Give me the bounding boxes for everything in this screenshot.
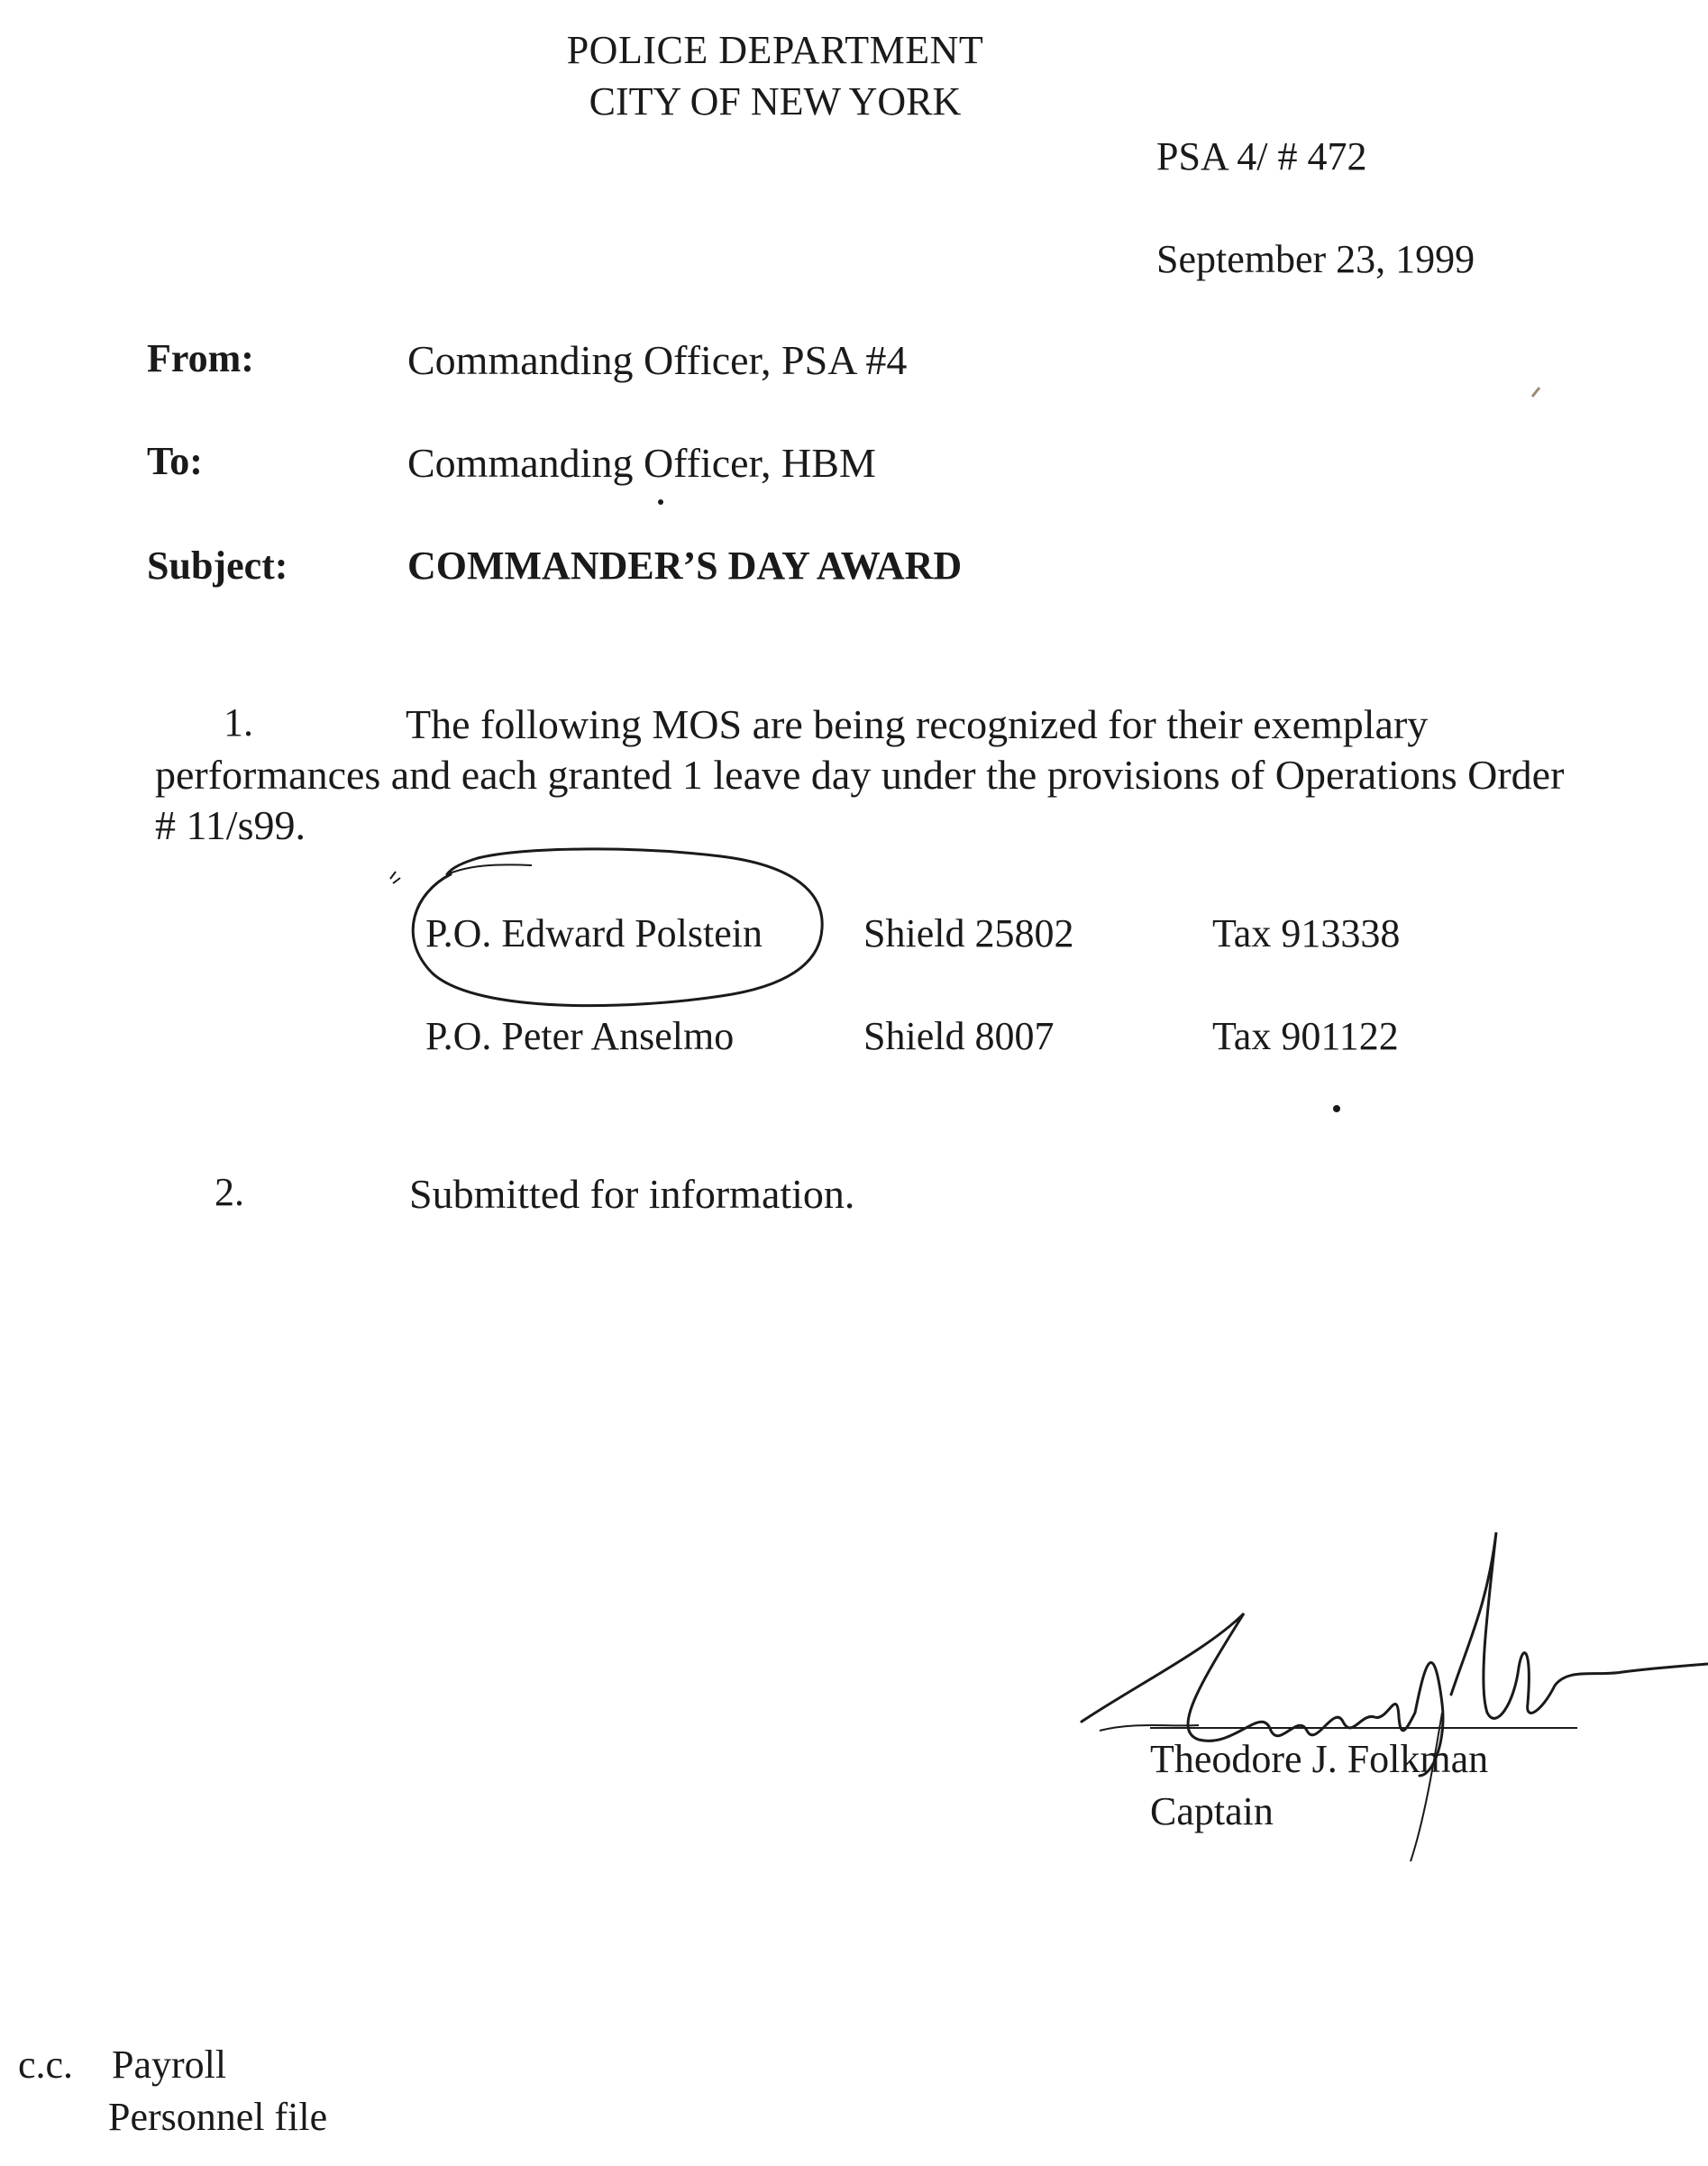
mos-tax: Tax 901122 [1212,1014,1399,1058]
paragraph-1-number: 1. [224,700,253,745]
mos-shield: Shield 25802 [863,911,1074,955]
signer-title: Captain [1150,1789,1274,1833]
signature-line [1150,1727,1577,1729]
reference-number: PSA 4/ # 472 [1156,134,1367,178]
from-label: From: [147,336,254,380]
city-heading: CITY OF NEW YORK [589,79,962,123]
from-value: Commanding Officer, PSA #4 [407,337,908,383]
mos-tax: Tax 913338 [1212,911,1401,955]
to-value: Commanding Officer, HBM [407,440,876,486]
subject-label: Subject: [147,544,288,588]
mos-name: P.O. Peter Anselmo [425,1014,735,1058]
handwritten-signature [1064,1505,1708,1902]
memo-date: September 23, 1999 [1156,237,1475,281]
paragraph-2-text: Submitted for information. [409,1171,855,1217]
paragraph-2-number: 2. [215,1170,244,1214]
handwritten-circle-mark [397,838,865,1019]
cc-label: c.c. [18,2043,74,2087]
signer-name: Theodore J. Folkman [1150,1737,1489,1781]
cc-recipient: Personnel file [108,2095,328,2139]
mos-name: P.O. Edward Polstein [425,911,763,955]
to-label: To: [147,439,203,483]
paragraph-1-text: The following MOS are being recognized for their exemplary performances and each granted 1 leave day under the provisions of Operations Order # 11/s99. [155,701,1565,848]
department-heading: POLICE DEPARTMENT [566,28,984,72]
subject-value: COMMANDER’S DAY AWARD [407,544,963,588]
mos-shield: Shield 8007 [863,1014,1055,1058]
cc-recipient: Payroll [112,2043,227,2087]
